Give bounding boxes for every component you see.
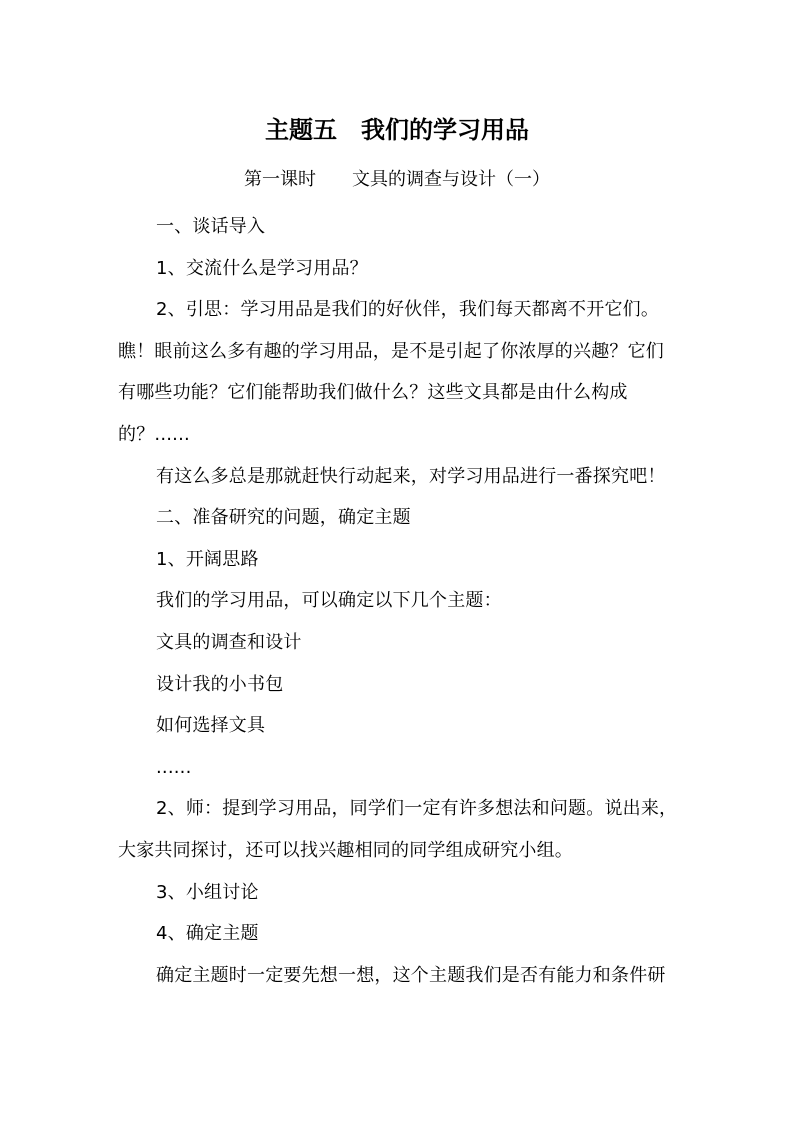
body-paragraph: 1、交流什么是学习用品？ (156, 257, 368, 279)
topic-item: 如何选择文具 (156, 715, 266, 737)
section-heading: 一、谈话导入 (156, 216, 266, 237)
body-paragraph: 2、引思：学习用品是我们的好伙伴，我们每天都离不开它们。 (156, 299, 660, 321)
section-heading: 二、准备研究的问题，确定主题 (156, 507, 411, 529)
body-paragraph: 确定主题时一定要先想一想，这个主题我们是否有能力和条件研 (156, 964, 666, 986)
body-paragraph: 4、确定主题 (156, 923, 259, 945)
body-paragraph: 2、师：提到学习用品，同学们一定有许多想法和问题。说出来， (156, 798, 678, 820)
body-paragraph: 有这么多总是那就赶快行动起来，对学习用品进行一番探究吧！ (156, 465, 666, 487)
lesson-subtitle: 第一课时 文具的调查与设计（一） (244, 169, 550, 190)
topic-item: 文具的调查和设计 (156, 631, 302, 653)
document-title: 主题五 我们的学习用品 (265, 116, 529, 144)
body-paragraph: 1、开阔思路 (156, 548, 259, 570)
document-body (118, 206, 688, 996)
body-paragraph-continuation: 有哪些功能？它们能帮助我们做什么？这些文具都是由什么构成 (118, 382, 628, 404)
body-paragraph-continuation: 的？...... (118, 423, 190, 445)
body-paragraph-continuation: 瞧！眼前这么多有趣的学习用品，是不是引起了你浓厚的兴趣？它们 (118, 340, 664, 362)
body-paragraph-continuation: 大家共同探讨，还可以找兴趣相同的同学组成研究小组。 (118, 839, 573, 861)
ellipsis-line: ...... (156, 756, 192, 778)
topic-item: 设计我的小书包 (156, 673, 284, 695)
body-paragraph: 3、小组讨论 (156, 881, 259, 903)
body-paragraph: 我们的学习用品，可以确定以下几个主题： (156, 590, 502, 612)
